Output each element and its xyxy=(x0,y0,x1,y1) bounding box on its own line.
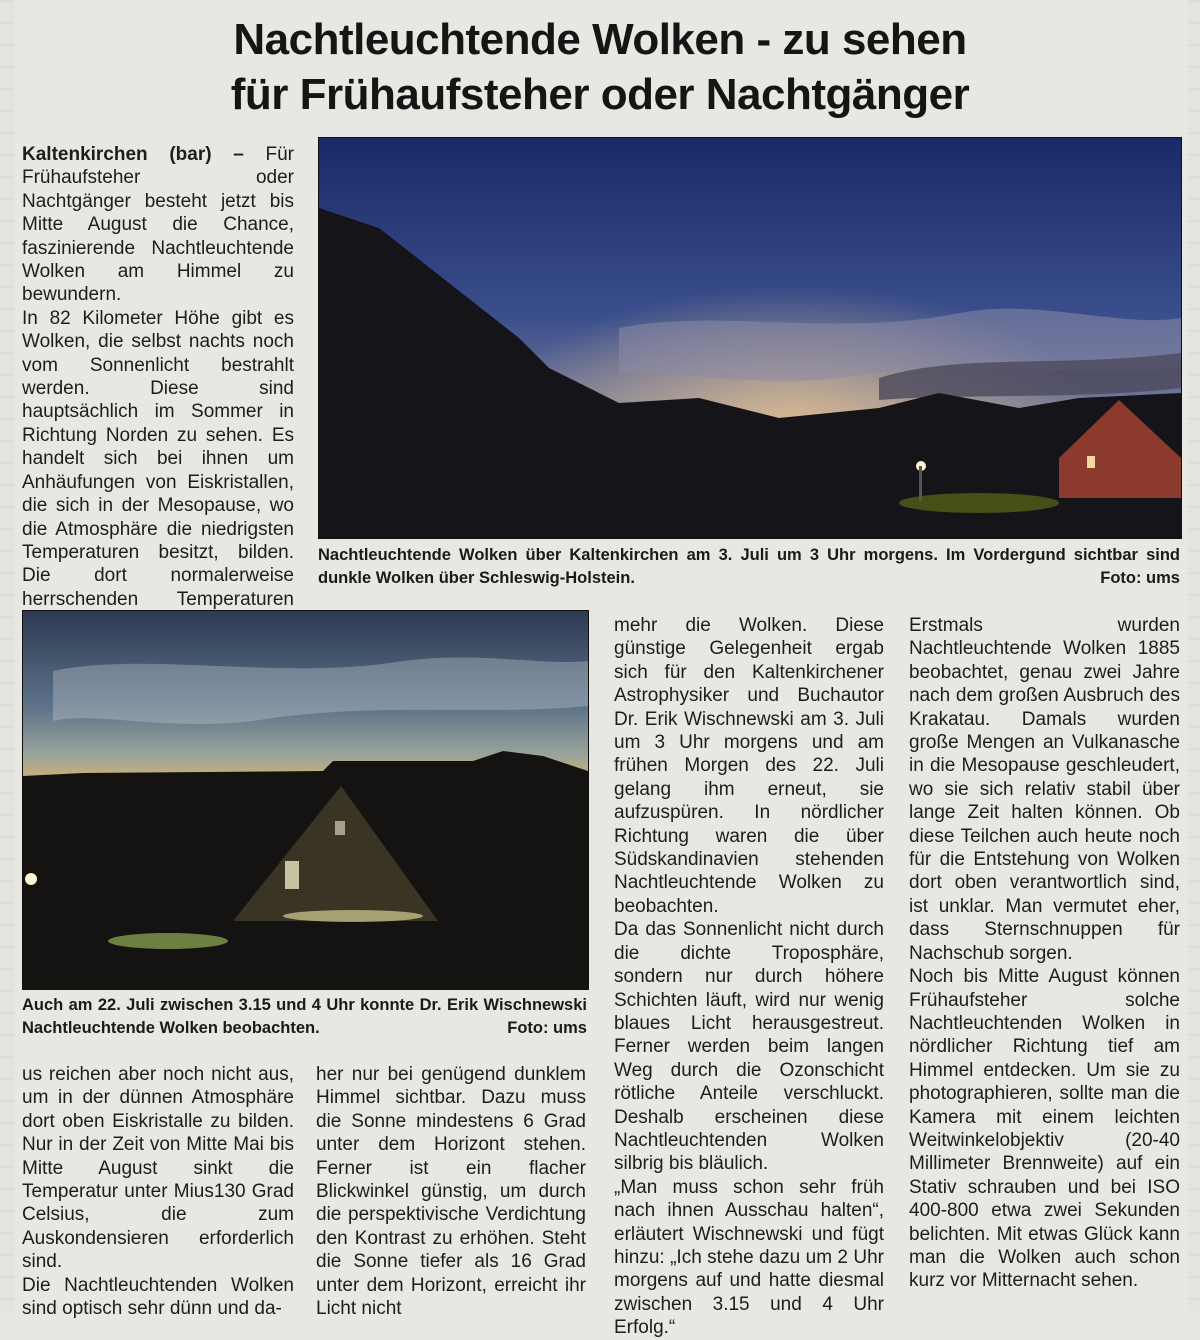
body-paragraph: her nur bei genügend dunklem Himmel sichtbar. Dazu muss die Sonne mindestens 6 Grad unter dem Horizont stehen. Ferner ist ein flacher Blickwinkel günstig, um durch die perspektivische Verdichtung den Kontrast zu erhöhen. Steht die Sonne tiefer als 16 Grad unter dem Horizont, erreicht ihr Licht nicht xyxy=(316,1064,586,1320)
body-paragraph: Erstmals wurden Nachtleuchtende Wolken 1885 beobachtet, genau zwei Jahre nach dem großen Ausbruch des Krakatau. Damals wurden große Mengen an Vulkanasche in die Mesopause geschleudert, wo sie sich relativ stabil über lange Zeit halten können. Ob diese Teilchen auch heute noch für die Entstehung von Wolken dort oben verantwortlich sind, ist unklar. Man vermutet eher, dass Sternschnuppen für Nachschub sorgen. xyxy=(909,615,1180,964)
photo-caption-bottom xyxy=(22,994,587,1040)
body-paragraph: Noch bis Mitte August können Frühaufsteher solche Nachtleuchtenden Wolken in nördlicher Richtung tief am Himmel entdecken. Um sie zu photographieren, sollte man die Kamera mit einem leichten Weitwinkelobjektiv (20-40 Millimeter Brennweite) auf ein Stativ schrauben und bei ISO 400-800 etwa zwei Sekunden belichten. Mit etwas Glück kann man die Wolken auch schon kurz vor Mitternacht sehen. xyxy=(909,966,1180,1292)
photo-clouds-house xyxy=(22,610,589,990)
headline-line-2: für Frühaufsteher oder Nachtgänger xyxy=(230,70,970,119)
article-column-3 xyxy=(614,614,884,1340)
photo-caption-top xyxy=(318,544,1180,590)
lead-paragraph: Kaltenkirchen (bar) – Für Frühaufsteher oder Nachtgänger besteht jetzt bis Mitte August die Chance, faszinierende Nachtleuchtende Wolken am Himmel zu bewundern. xyxy=(22,144,294,306)
dateline: Kaltenkirchen (bar) – xyxy=(22,144,244,165)
body-paragraph: us reichen aber noch nicht aus, um in der dünnen Atmosphäre dort oben Eiskristalle zu bilden. Nur in der Zeit von Mitte Mai bis Mitte August sinkt die Temperatur unter Mius130 Grad Celsius, die zum Auskondensieren erforderlich sind. xyxy=(22,1064,294,1273)
caption-text: Auch am 22. Juli zwischen 3.15 und 4 Uhr konnte Dr. Erik Wischnewski Nachtleuchtende Wolken beobachten. xyxy=(22,996,587,1037)
body-paragraph: mehr die Wolken. Diese günstige Gelegenheit ergab sich für den Kaltenkirchener Astrophysiker und Buchautor Dr. Erik Wischnewski am 3. Juli um 3 Uhr morgens und am frühen Morgen des 22. Juli gelang ihm erneut, sie aufzuspüren. In nördlicher Richtung waren die über Südskandinavien stehenden Nachtleuchtende Wolken zu beobachten. xyxy=(614,615,884,917)
body-paragraph: In 82 Kilometer Höhe gibt es Wolken, die selbst nachts noch vom Sonnenlicht bestrahlt werden. Diese sind hauptsächlich im Sommer in Richtung Norden zu sehen. Es handelt sich bei ihnen um Anhäufungen von Eiskristallen, die sich in der Mesopause, wo die Atmosphäre die niedrigsten Temperaturen besitzt, bilden. Die dort normalerweise herrschenden Temperaturen xyxy=(22,307,294,610)
body-paragraph: Die Nachtleuchtenden Wolken sind optisch sehr dünn und da- xyxy=(22,1274,294,1320)
body-paragraph: Da das Sonnenlicht nicht durch die dichte Troposphäre, sondern nur durch höhere Schichten läuft, wird nur wenig blaues Licht herausgestreut. Ferner werden beim langen Weg durch die Ozonschicht rötliche Anteile verschluckt. Deshalb erscheinen diese Nachtleuchtenden Wolken silbrig bis bläulich. xyxy=(614,919,884,1175)
page-edge-right xyxy=(1188,0,1200,1313)
article-column-1-top xyxy=(22,143,294,635)
headline-line-1: Nachtleuchtende Wolken - zu sehen xyxy=(233,15,967,64)
article-headline xyxy=(150,12,1050,122)
photo-clouds-kaltenkirchen xyxy=(318,137,1182,539)
photo-credit: Foto: ums xyxy=(1100,569,1180,587)
article-column-2 xyxy=(316,1063,586,1320)
photo-credit: Foto: ums xyxy=(507,1019,587,1037)
article-column-4 xyxy=(909,614,1180,1293)
body-paragraph: „Man muss schon sehr früh nach ihnen Ausschau halten“, erläutert Wischnewski und fügt hinzu: „Ich stehe dazu um 2 Uhr morgens auf und hatte diesmal zwischen 3.15 und 4 Uhr Erfolg.“ xyxy=(614,1176,884,1339)
caption-text: Nachtleuchtende Wolken über Kaltenkirchen am 3. Juli um 3 Uhr morgens. Im Vordergund sichtbar sind dunkle Wolken über Schleswig-Holstein. xyxy=(318,546,1180,587)
page-edge-left xyxy=(0,0,14,1313)
article-column-1-bottom xyxy=(22,1063,294,1320)
